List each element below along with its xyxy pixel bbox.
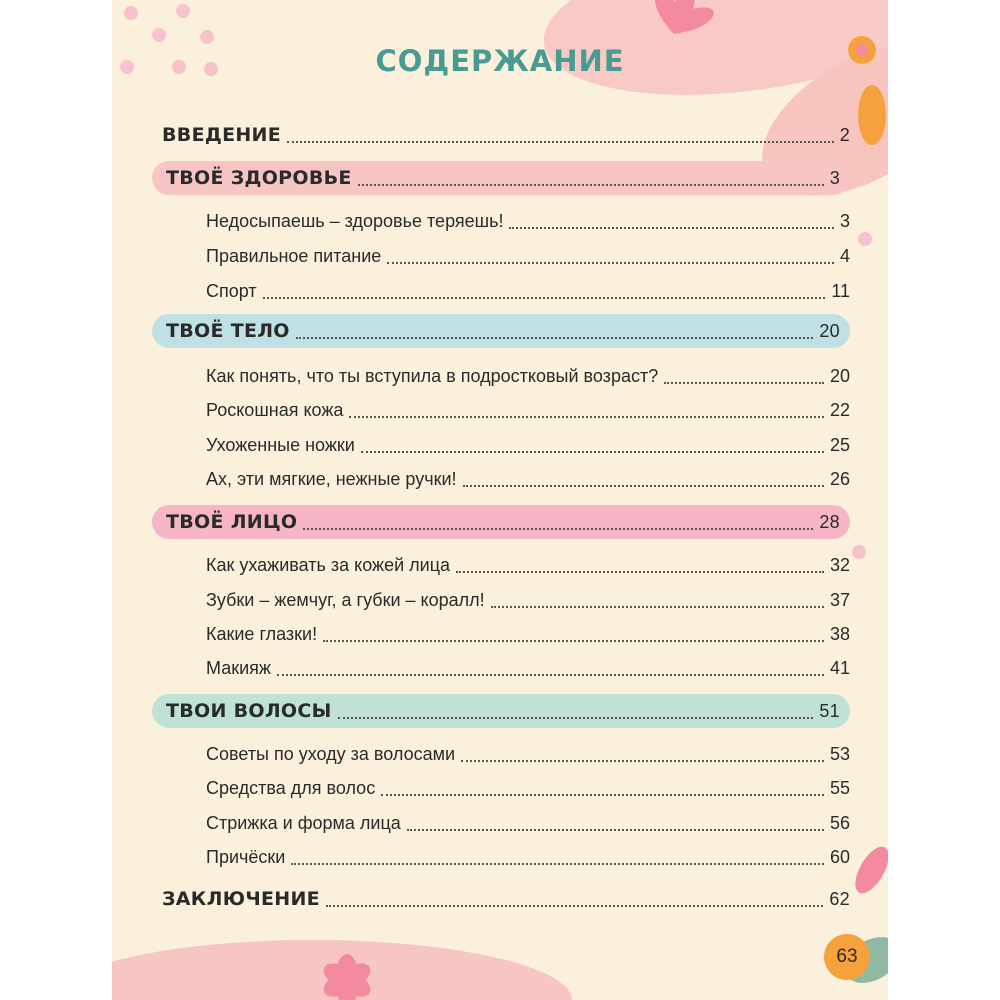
toc-entry[interactable] [206, 428, 850, 462]
decor-dot [858, 232, 872, 246]
toc-entry-label: Спорт [206, 280, 257, 301]
dot-leader [277, 673, 824, 676]
toc-section-hair[interactable] [152, 694, 850, 728]
toc-entry-page: 20 [829, 365, 850, 386]
toc-entry-page: 3 [829, 167, 840, 188]
toc-entry-label: Роскошная кожа [206, 399, 344, 420]
dot-leader [263, 296, 826, 299]
toc-section-body[interactable] [152, 314, 850, 348]
toc-entry[interactable] [206, 274, 850, 308]
toc-entry-page: 41 [829, 657, 850, 678]
toc-entry-page: 20 [819, 320, 840, 341]
toc-entry[interactable] [206, 393, 850, 427]
toc-section-face[interactable] [152, 505, 850, 539]
toc-entry-label: ТВОЁ ЗДОРОВЬЕ [166, 167, 352, 189]
dot-leader [461, 759, 824, 762]
toc-entry-label: Правильное питание [206, 245, 382, 266]
toc-entry-label: Ах, эти мягкие, нежные ручки! [206, 468, 457, 489]
dot-leader [326, 904, 823, 907]
toc-entry-label: Причёски [206, 846, 286, 867]
toc-entry[interactable] [206, 359, 850, 393]
toc-entry-page: 22 [829, 399, 850, 420]
toc-entry-page: 53 [829, 743, 850, 764]
dot-leader [361, 450, 824, 453]
flower-icon [852, 80, 888, 150]
flower-icon [312, 950, 382, 1000]
toc-entry-label: Советы по уходу за волосами [206, 743, 456, 764]
toc-entry[interactable] [206, 583, 850, 617]
decor-dot [200, 30, 214, 44]
flower-icon [847, 840, 888, 900]
toc-entry[interactable] [206, 771, 850, 805]
toc-entry-page: 37 [829, 589, 850, 610]
toc-entry-label: Недосыпаешь – здоровье теряешь! [206, 210, 504, 231]
toc-entry-page: 51 [819, 700, 840, 721]
toc-entry[interactable] [206, 548, 850, 582]
dot-leader [463, 484, 824, 487]
book-page [112, 0, 888, 1000]
dot-leader [296, 336, 814, 339]
toc-entry[interactable] [206, 617, 850, 651]
dot-leader [664, 381, 824, 384]
decor-dot [152, 28, 166, 42]
page-title: СОДЕРЖАНИЕ [375, 44, 625, 78]
toc-entry[interactable] [206, 239, 850, 273]
toc-entry-page: 62 [829, 888, 850, 909]
dot-leader [303, 527, 813, 530]
toc-entry-page: 60 [829, 846, 850, 867]
toc-entry-label: Средства для волос [206, 777, 376, 798]
toc-entry[interactable] [206, 806, 850, 840]
dot-leader [387, 261, 834, 264]
toc-entry-label: Ухоженные ножки [206, 434, 355, 455]
page-number-badge: 63 [824, 934, 870, 980]
toc-entry-label: Макияж [206, 657, 271, 678]
dot-leader [338, 716, 814, 719]
toc-entry-page: 32 [829, 554, 850, 575]
decor-dot [852, 545, 866, 559]
toc-entry-page: 38 [829, 623, 850, 644]
toc-entry[interactable] [206, 840, 850, 874]
decor-dot [124, 6, 138, 20]
decor-dot [176, 4, 190, 18]
toc-entry-page: 11 [831, 280, 850, 301]
dot-leader [381, 793, 824, 796]
toc-section-intro[interactable] [162, 118, 850, 152]
toc-entry-label: Стрижка и форма лица [206, 812, 401, 833]
toc-entry-page: 55 [829, 777, 850, 798]
toc-entry-page: 4 [839, 245, 850, 266]
toc-entry-page: 56 [829, 812, 850, 833]
toc-entry-label: ЗАКЛЮЧЕНИЕ [162, 888, 320, 910]
toc-entry-page: 25 [829, 434, 850, 455]
toc-entry-page: 26 [829, 468, 850, 489]
toc-entry-label: Как понять, что ты вступила в подростковый возраст? [206, 365, 659, 386]
toc-entry-label: ТВОЁ ЛИЦО [166, 511, 298, 533]
toc-entry-label: Как ухаживать за кожей лица [206, 554, 451, 575]
toc-entry-label: ТВОЁ ТЕЛО [166, 320, 290, 342]
toc-entry-label: ТВОИ ВОЛОСЫ [166, 700, 332, 722]
dot-leader [287, 140, 834, 143]
toc-entry[interactable] [206, 204, 850, 238]
dot-leader [509, 226, 834, 229]
toc-entry-page: 3 [839, 210, 850, 231]
dot-leader [456, 570, 824, 573]
toc-entry[interactable] [206, 651, 850, 685]
dot-leader [358, 183, 824, 186]
dot-leader [323, 639, 824, 642]
toc-section-health[interactable] [152, 161, 850, 195]
toc-entry-label: ВВЕДЕНИЕ [162, 124, 282, 146]
dot-leader [291, 862, 824, 865]
dot-leader [407, 828, 824, 831]
toc-entry-page: 2 [839, 124, 850, 145]
dot-leader [491, 605, 824, 608]
toc-entry-label: Зубки – жемчуг, а губки – коралл! [206, 589, 485, 610]
dot-leader [349, 415, 824, 418]
toc-entry[interactable] [206, 462, 850, 496]
toc-entry-label: Какие глазки! [206, 623, 318, 644]
toc-entry[interactable] [206, 737, 850, 771]
toc-section-conclusion[interactable] [162, 882, 850, 916]
toc-entry-page: 28 [819, 511, 840, 532]
